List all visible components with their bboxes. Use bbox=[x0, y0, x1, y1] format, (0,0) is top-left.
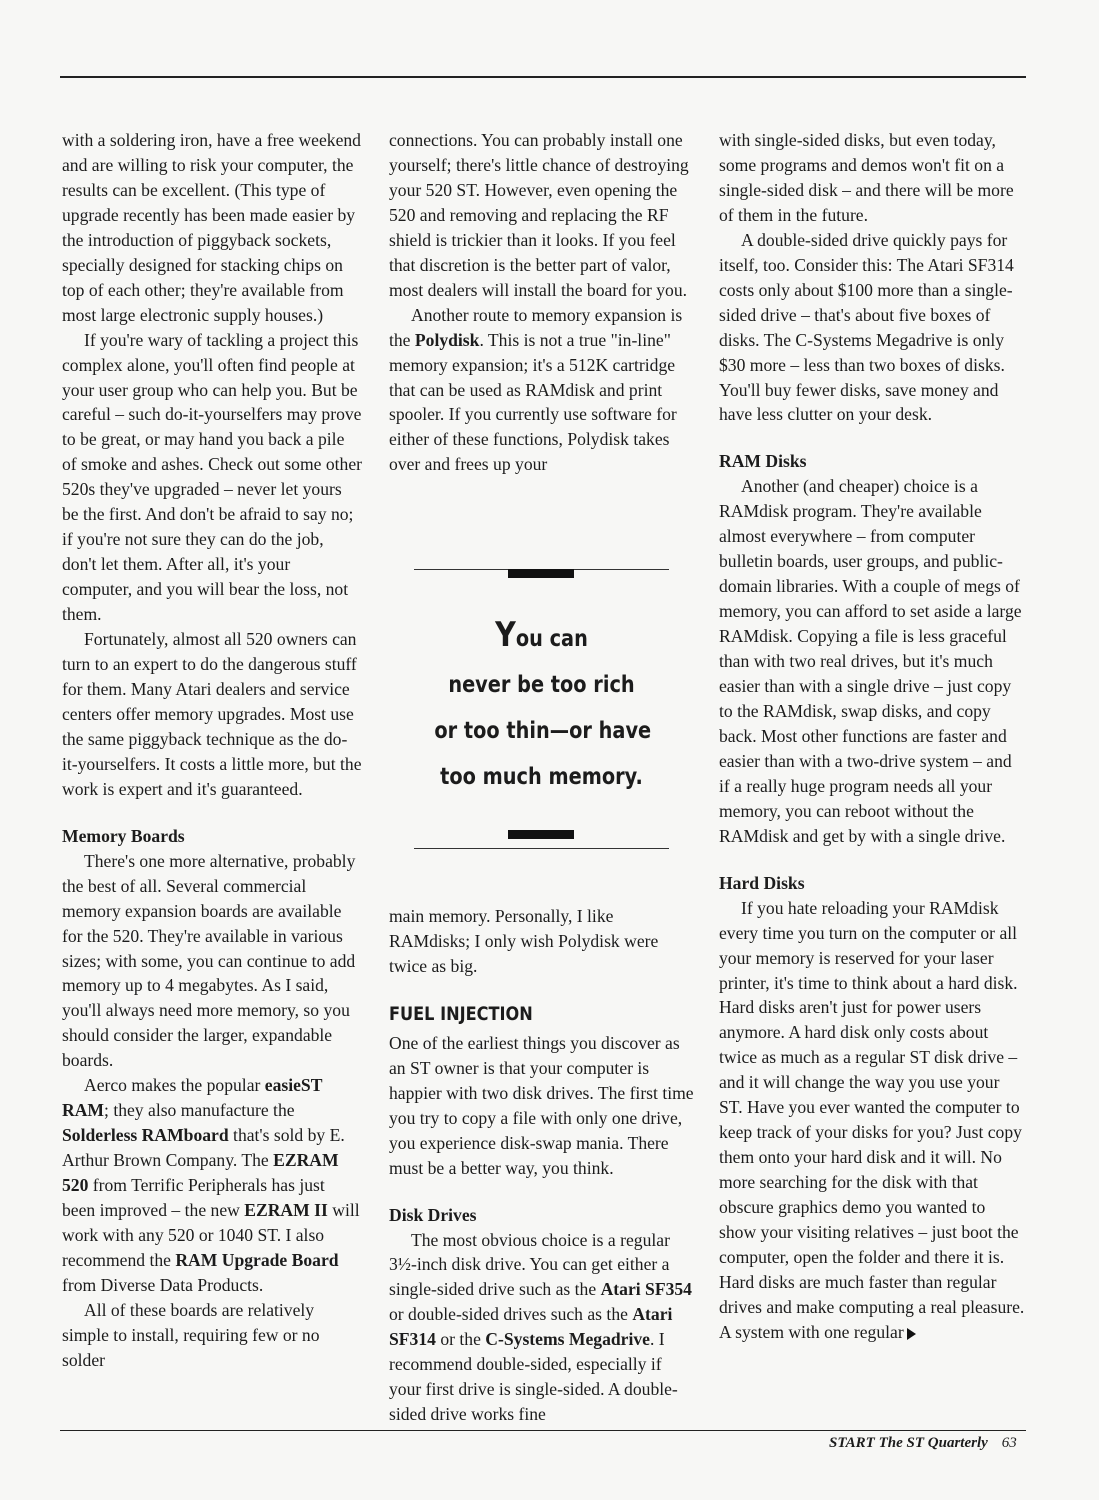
paragraph: connections. You can probably install one yourself; there's little chance of destroying your 520 ST. However, even opening the 520 and removing and replacing the RF shield is trickier than it looks. If you feel that discretion is the better part of valor, most dealers will install the board for you. bbox=[389, 130, 689, 300]
magazine-name: START The ST Quarterly bbox=[829, 1435, 988, 1451]
paragraph: If you hate reloading your RAMdisk every time you turn on the computer or all your memory is reserved for your laser printer, it's time to think about a hard disk. Hard disks aren't just for power users anymore. A hard disk only costs about twice as much as a regular ST disk drive – and it will change the way you use your ST. Have you ever wanted the computer to keep track of your disks for you? Just copy them onto your hard disk and it will. No more searching for the disk with that obscure graphics demo you wanted to show your visiting relatives – just boot the computer, open the folder and there it is. Hard disks are much faster than regular drives and make computing a real pleasure. A system with one regular bbox=[719, 897, 1025, 1342]
column-3 bbox=[719, 128, 1025, 1345]
paragraph: All of these boards are relatively simple to install, requiring few or no solder bbox=[62, 1299, 320, 1370]
heading-ram-disks: RAM Disks bbox=[719, 451, 807, 472]
pull-quote-text: You can never be too rich or too thin—or have too much memory. bbox=[434, 615, 652, 790]
paragraph: There's one more alternative, probably the best of all. Several commercial memory expansion boards are available for the 520. They're available in various sizes; with some, you can continue to add memory up to 4 megabytes. As I said, you'll always need more memory, so you should consider the larger, expandable boards. bbox=[62, 850, 356, 1071]
page-number: 63 bbox=[1001, 1435, 1017, 1451]
heading-hard-disks: Hard Disks bbox=[719, 872, 805, 893]
continued-arrow-icon bbox=[907, 1328, 916, 1340]
pull-quote-top-bar bbox=[508, 569, 574, 578]
pull-quote-bottom-rule bbox=[414, 848, 669, 849]
paragraph: If you're wary of tackling a project this complex alone, you'll often find people at your user group who can help you. But be careful – such do-it-yourselfers may prove to be great, or may hand you back a pile of smoke and ashes. Check out some other 520s they've upgraded – never let yours be the first. And don't be afraid to say no; if you're not sure they can do the job, don't let them. After all, it's your computer, and you will bear the loss, not them. bbox=[62, 329, 363, 625]
column-2-lower bbox=[389, 904, 694, 1427]
paragraph: The most obvious choice is a regular 3½-inch disk drive. You can get either a single-sided drive such as the Atari SF354 or double-sided drives such as the Atari SF314 or the C-Systems Megadrive. I recommend double-sided, especially if your first drive is single-sided. A double-sided drive works fine bbox=[389, 1229, 692, 1425]
heading-fuel-injection: FUEL INJECTION bbox=[389, 1002, 533, 1025]
heading-memory-boards: Memory Boards bbox=[62, 825, 185, 846]
pull-quote bbox=[414, 560, 669, 852]
paragraph: Fortunately, almost all 520 owners can turn to an expert to do the dangerous stuff for them. Many Atari dealers and service centers offer memory upgrades. Most use the same piggyback technique as the do-it-yourselfers. It costs a little more, but the work is expert and it's guaranteed. bbox=[62, 629, 362, 799]
column-1 bbox=[62, 128, 362, 1373]
top-rule bbox=[60, 76, 1026, 78]
heading-disk-drives: Disk Drives bbox=[389, 1204, 477, 1225]
paragraph: with single-sided disks, but even today, some programs and demos won't fit on a single-sided disk – and there will be more of them in the future. bbox=[719, 130, 1014, 225]
paragraph: One of the earliest things you discover as an ST owner is that your computer is happier with two disk drives. The first time you try to copy a file with only one drive, you experience disk-swap mania. There must be a better way, you think. bbox=[389, 1032, 694, 1178]
pull-quote-bottom-bar bbox=[508, 830, 574, 839]
paragraph: Another route to memory expansion is the Polydisk. This is not a true "in-line" memory expansion; it's a 512K cartridge that can be used as RAMdisk and print spooler. If you currently use software for either of these functions, Polydisk takes over and frees up your bbox=[389, 304, 683, 475]
paragraph: Another (and cheaper) choice is a RAMdisk program. They're available almost everywhere – from computer bulletin boards, user groups, and public-domain libraries. With a couple of megs of memory, you can afford to set aside a large RAMdisk. Copying a file is less graceful than with two real drives, but it's much easier than with a single drive – just copy to the RAMdisk, swap disks, and copy back. Most other functions are faster and easier than with a two-drive system – and if a really huge program needs all your memory, you can reboot without the RAMdisk and get by with a single drive. bbox=[719, 476, 1022, 846]
paragraph: with a soldering iron, have a free weekend and are willing to risk your computer, the results can be excellent. (This type of upgrade recently has been made easier by the introduction of piggyback sockets, specially designed for stacking chips on top of each other; they're available from most large electronic supply houses.) bbox=[62, 130, 361, 325]
bottom-rule bbox=[60, 1430, 1026, 1431]
paragraph: Aerco makes the popular easieST RAM; they also manufacture the Solderless RAMboard that's sold by E. Arthur Brown Company. The EZRAM 520 from Terrific Peripherals has just been improved – the new EZRAM II will work with any 520 or 1040 ST. I also recommend the RAM Upgrade Board from Diverse Data Products. bbox=[62, 1075, 360, 1295]
column-2 bbox=[389, 128, 694, 477]
paragraph: main memory. Personally, I like RAMdisks; I only wish Polydisk were twice as big. bbox=[389, 906, 659, 976]
paragraph: A double-sided drive quickly pays for itself, too. Consider this: The Atari SF314 costs only about $100 more than a single-sided drive – that's about five boxes of disks. The C-Systems Megadrive is only $30 more – less than two boxes of disks. You'll buy fewer disks, save money and have less clutter on your desk. bbox=[719, 229, 1014, 425]
page-footer bbox=[829, 1435, 1017, 1452]
